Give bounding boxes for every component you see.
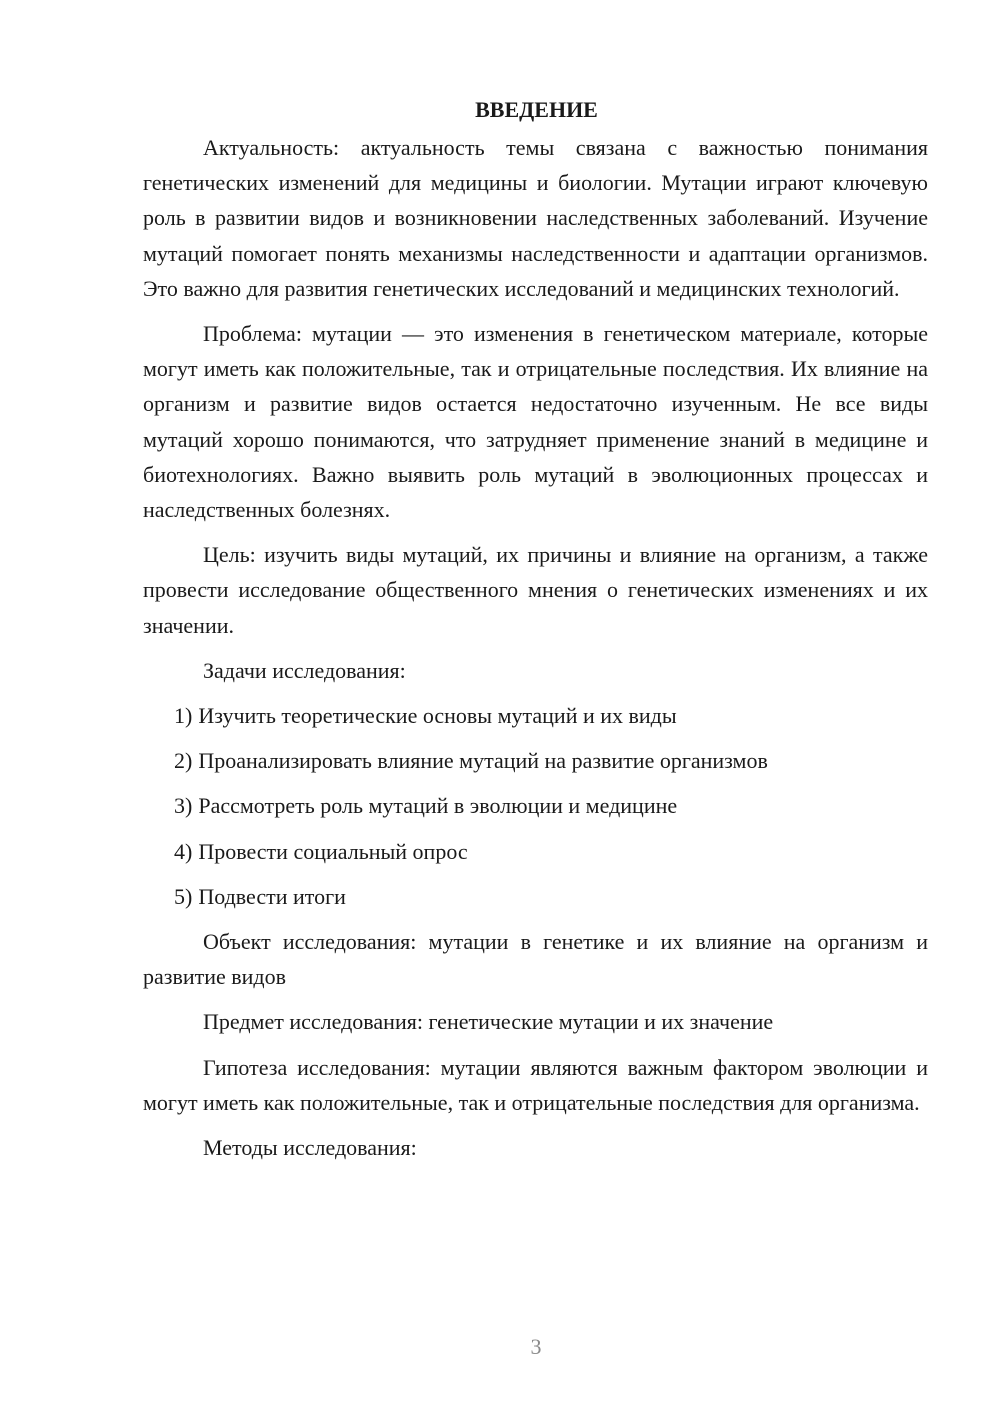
- tasks-heading: Задачи исследования:: [203, 657, 406, 683]
- list-item-text: Изучить теоретические основы мутаций и их виды: [198, 703, 677, 729]
- list-item: [143, 743, 928, 778]
- list-item: [143, 879, 928, 914]
- problem-paragraph: Проблема: мутации — это изменения в генетическом материале, которые могут иметь как положительные, так и отрицательные последствия. Их влияние на организм и развитие видов остается недостаточно изученным. Не все виды мутаций хорошо понимаются, что затрудняет применение знаний в медицине и биотехнологиях. Важно выявить роль мутаций в эволюционных процессах и наследственных болезнях.: [143, 321, 928, 523]
- page-number: 3: [530, 1334, 542, 1359]
- list-item-number: 2): [174, 748, 193, 774]
- subject-paragraph: Предмет исследования: генетические мутации и их значение: [203, 1009, 774, 1035]
- goal-paragraph: Цель: изучить виды мутаций, их причины и влияние на организм, а также провести исследование общественного мнения о генетических изменениях и их значении.: [143, 542, 928, 638]
- list-item-text: Проанализировать влияние мутаций на развитие организмов: [198, 748, 768, 774]
- list-item: [143, 698, 928, 733]
- document-body: [143, 92, 928, 1175]
- list-item-number: 4): [174, 838, 193, 864]
- section-title: ВВЕДЕНИЕ: [475, 97, 598, 122]
- relevance-paragraph: Актуальность: актуальность темы связана с важностью понимания генетических изменений для медицины и биологии. Мутации играют ключевую роль в развитии видов и возникновении наследственных заболеваний. Изучение мутаций помогает понять механизмы наследственности и адаптации организмов. Это важно для развития генетических исследований и медицинских технологий.: [143, 135, 928, 301]
- methods-heading: Методы исследования:: [203, 1135, 417, 1161]
- list-item-number: 1): [174, 703, 193, 729]
- list-item-text: Рассмотреть роль мутаций в эволюции и медицине: [198, 793, 678, 819]
- hypothesis-paragraph: Гипотеза исследования: мутации являются важным фактором эволюции и могут иметь как положительные, так и отрицательные последствия для организма.: [143, 1054, 928, 1115]
- list-item-text: Подвести итоги: [198, 883, 346, 909]
- list-item-text: Провести социальный опрос: [198, 838, 468, 864]
- tasks-list: [143, 698, 928, 914]
- list-item: [143, 834, 928, 869]
- list-item: [143, 788, 928, 823]
- list-item-number: 3): [174, 793, 193, 819]
- list-item-number: 5): [174, 883, 193, 909]
- object-paragraph: Объект исследования: мутации в генетике и их влияние на организм и развитие видов: [143, 929, 928, 990]
